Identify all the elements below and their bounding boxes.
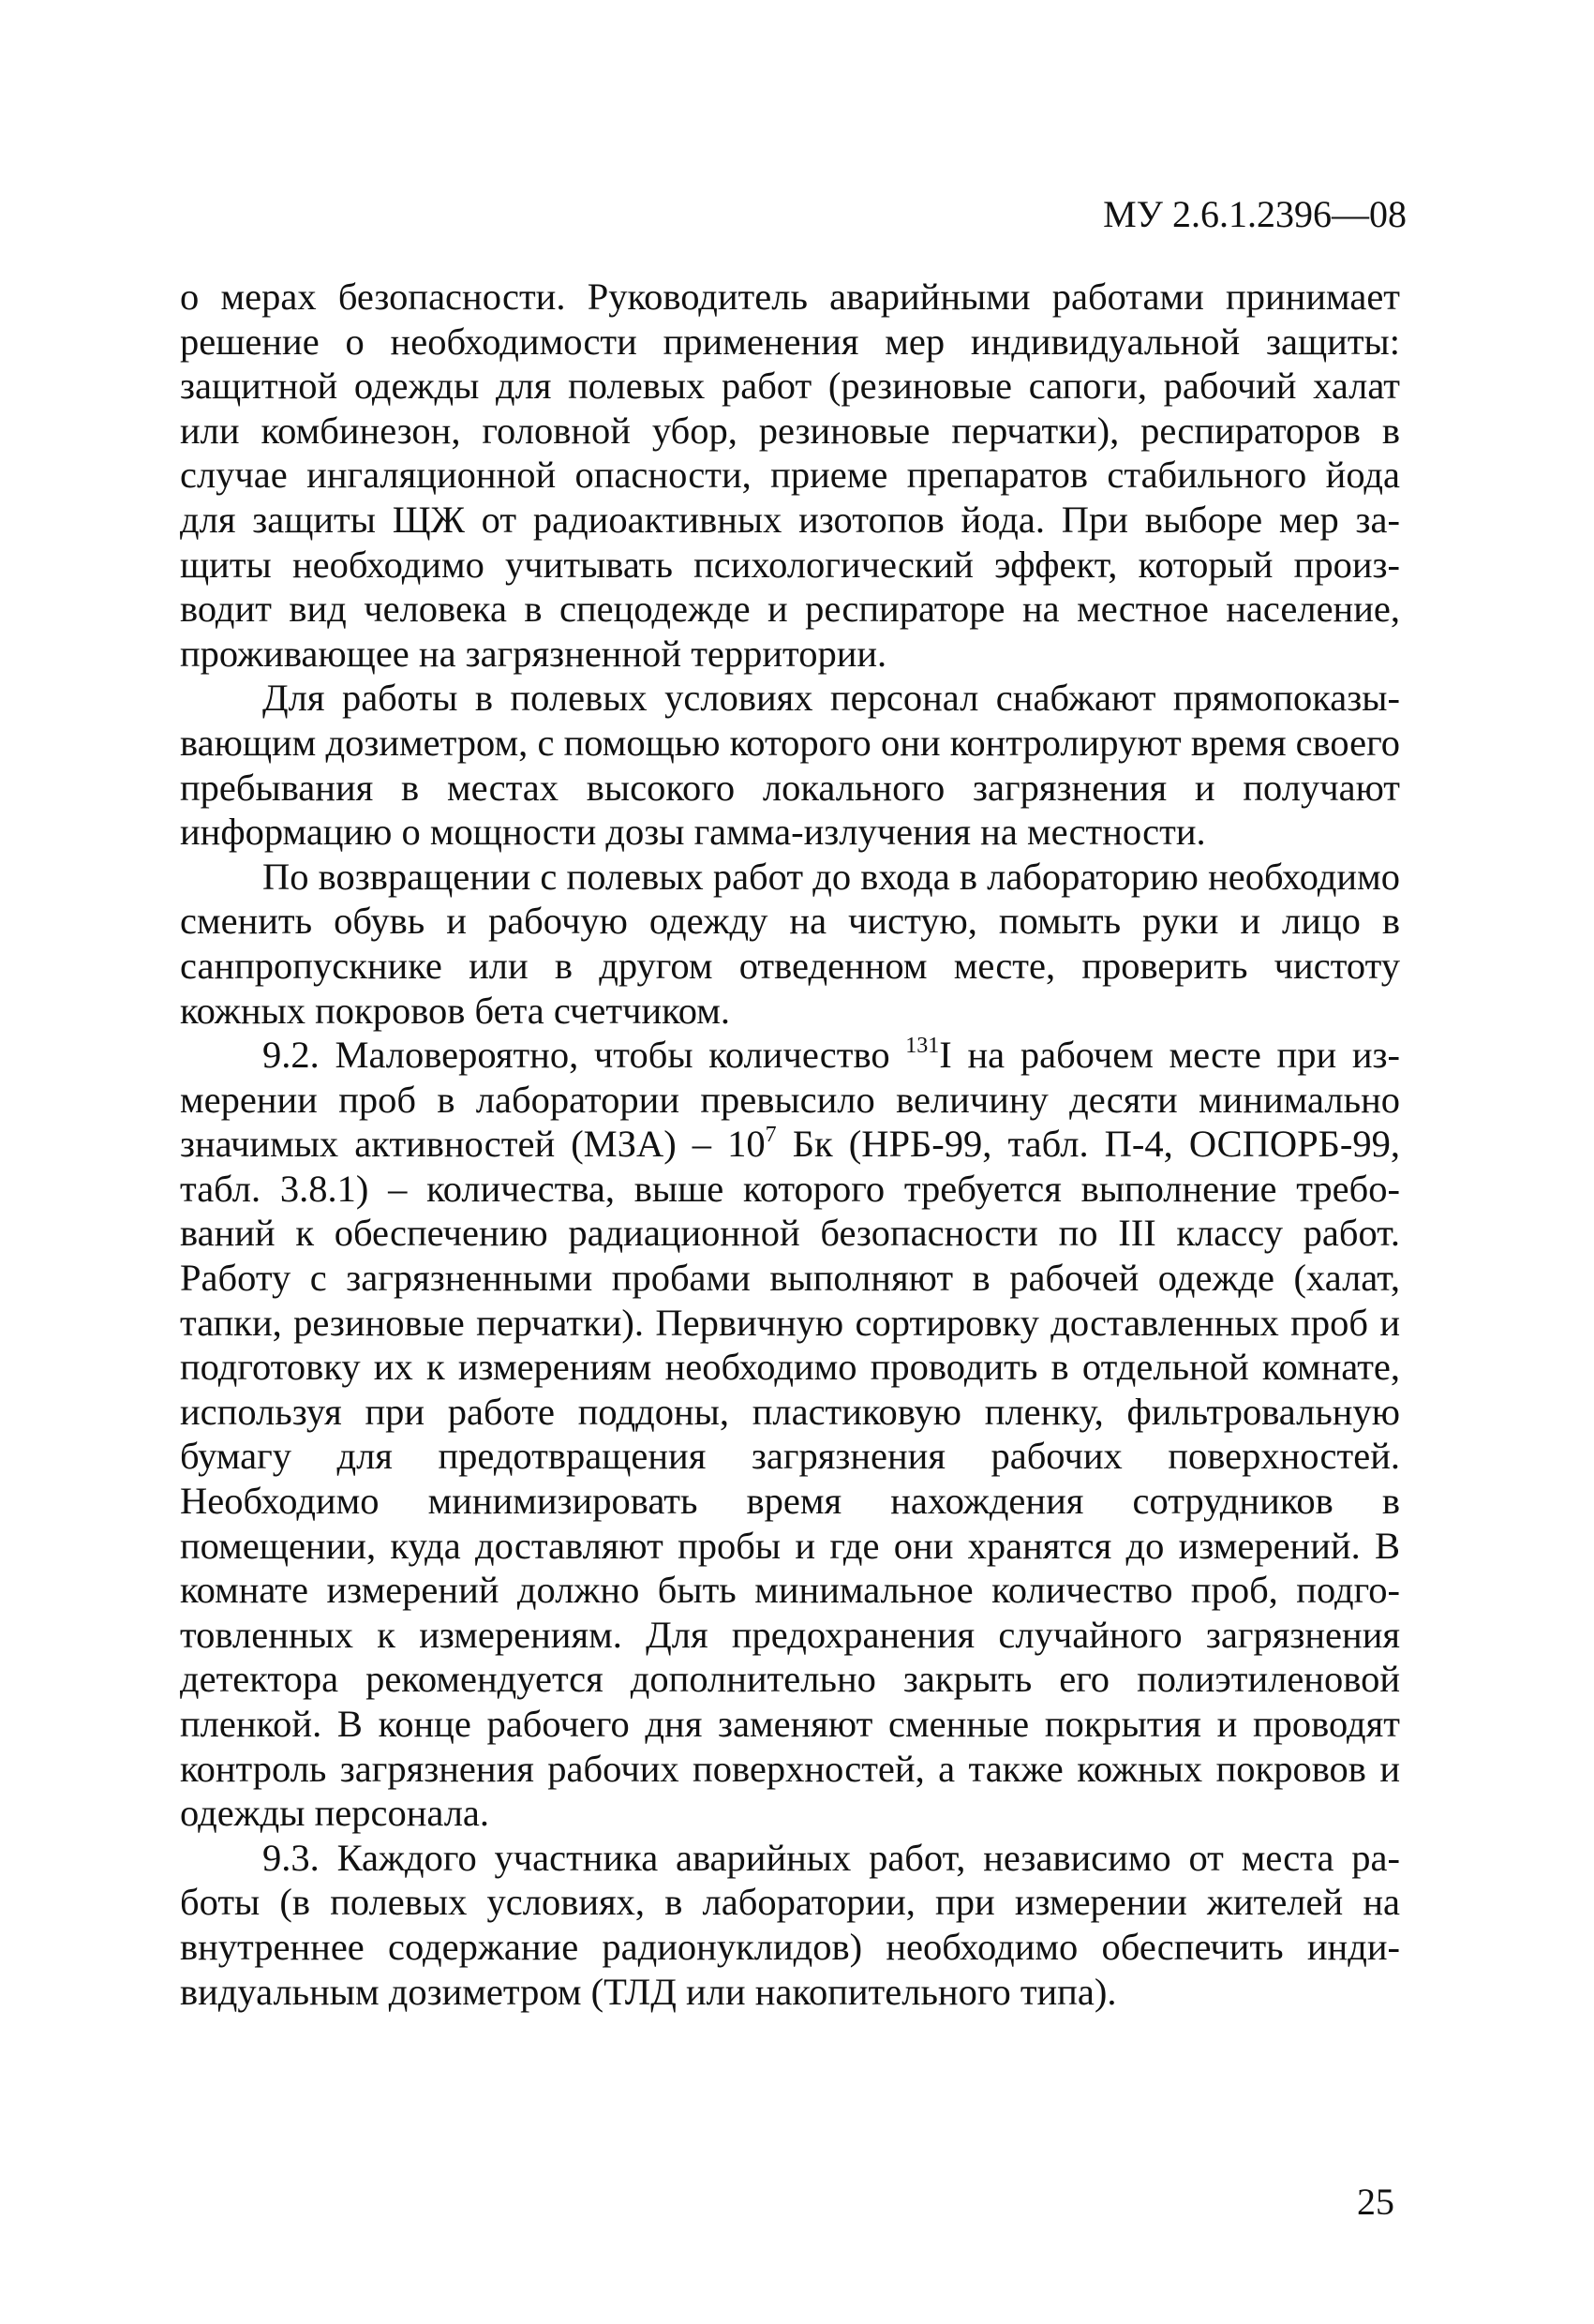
paragraph-9-2-part-b: I на рабочем месте при измерении проб в лаборатории превысило величину десяти минимально значимых активностей (МЗА) – 10 — [180, 1034, 1400, 1166]
paragraph-safety-measures: о мерах безопасности. Руководитель аварийными работами принимает решение о необходимости применения мер индивидуальной защиты: защитной одежды для полевых работ (резиновые сапоги, рабочий халат или комбинезон, головной убор, резиновые перчатки), респираторов в случае ингаляционной опасности, приеме препаратов стабильного йода для защиты ЩЖ от радиоактивных изотопов йода. При выборе мер защиты необходимо учитывать психологический эффект, который производит вид человека в спецодежде и респираторе на местное население, проживающее на загрязненной территории. — [180, 276, 1400, 675]
paragraph-field-dosimeter: Для работы в полевых условиях персонал снабжают прямопоказывающим дозиметром, с помощью которого они контролируют время своего пребывания в местах высокого локального загрязнения и получают информацию о мощности дозы гамма-излучения на местности. — [180, 677, 1400, 854]
isotope-mass-number: 131 — [905, 1034, 940, 1059]
paragraph-9-3: 9.3. Каждого участника аварийных работ, независимо от места работы (в полевых условиях, в лаборатории, при измерении жителей на внутреннее содержание радионуклидов) необходимо обеспечить индивидуальным дозиметром (ТЛД или накопительного типа). — [180, 1836, 1400, 2013]
paragraph-9-2-part-c: Бк (НРБ-99, табл. П-4, ОСПОРБ-99, табл. 3.8.1) – количества, выше которого требуется выполнение требований к обеспечению радиационной безопасности по III классу работ. Работу с загрязненными пробами выполняют в рабочей одежде (халат, тапки, резиновые перчатки). Первичную сортировку доставленных проб и подготовку их к измерениям необходимо проводить в отдельной комнате, используя при работе поддоны, пластиковую пленку, фильтровальную бумагу для предотвращения загрязнения рабочих поверхностей. Необходимо минимизировать время нахождения сотрудников в помещении, куда доставляют пробы и где они хранятся до измерений. В комнате измерений должно быть минимальное количество проб, подготовленных к измерениям. Для предохранения случайного загрязнения детектора рекомендуется дополнительно закрыть его полиэтиленовой пленкой. В конце рабочего дня заменяют сменные покрытия и проводят контроль загрязнения рабочих поверхностей, а также кожных покровов и одежды персонала. — [180, 1123, 1400, 1835]
exponent: 7 — [765, 1123, 777, 1148]
body-text — [180, 275, 1400, 2014]
paragraph-return-from-field: По возвращении с полевых работ до входа в лабораторию необходимо сменить обувь и рабочую одежду на чистую, помыть руки и лицо в санпропускнике или в другом отведенном месте, проверить чистоту кожных покровов бета счетчиком. — [180, 855, 1400, 1032]
paragraph-9-2-part-a: 9.2. Маловероятно, чтобы количество — [262, 1034, 906, 1077]
document-code: МУ 2.6.1.2396—08 — [1103, 193, 1407, 235]
paragraph-9-2 — [180, 1033, 1400, 1836]
page-number: 25 — [1357, 2181, 1394, 2223]
